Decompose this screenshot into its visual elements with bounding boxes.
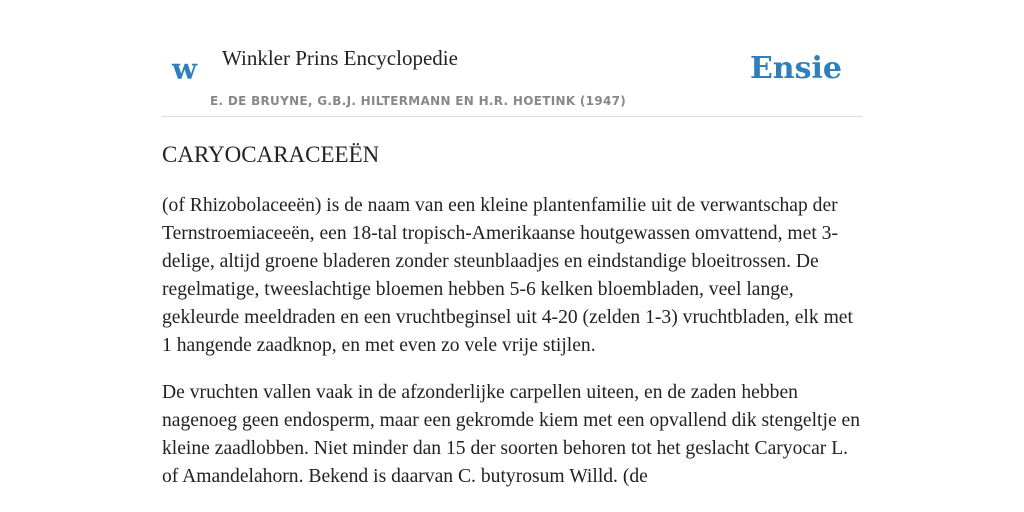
site-header bbox=[162, 0, 862, 117]
publication-authors: E. DE BRUYNE, G.B.J. HILTERMANN EN H.R. HOETINK (1947) bbox=[210, 94, 627, 108]
entry-body bbox=[162, 192, 866, 510]
entry-paragraph: De vruchten vallen vaak in de afzonderlijke carpellen uiteen, en de zaden hebben nagenoeg geen endosperm, maar een gekromde kiem met een opvallend dik stengeltje en kleine zaadlobben. Niet minder dan 15 der soorten behoren tot het geslacht Caryocar L. of Amandelahorn. Bekend is daarvan C. butyrosum Willd. (de bbox=[162, 382, 861, 487]
winkler-prins-logo-icon[interactable]: w bbox=[172, 52, 197, 86]
publication-title[interactable]: Winkler Prins Encyclopedie bbox=[222, 46, 458, 70]
ensie-brand-logo[interactable]: Ensie bbox=[749, 51, 842, 86]
entry-title: CARYOCARACEEËN bbox=[162, 142, 380, 167]
entry-paragraph: (of Rhizobolaceeën) is de naam van een kleine plantenfamilie uit de verwantschap der Ternstroemiaceeën, een 18-tal tropisch-Amerikaanse houtgewassen omvattend, met 3-delige, altijd groene bladeren zonder steunblaadjes en eindstandige bloeitrossen. De regelmatige, tweeslachtige bloemen hebben 5-6 kelken bloembladen, veel lange, gekleurde meeldraden en een vruchtbeginsel uit 4-20 (zelden 1-3) vruchtbladen, elk met 1 hangende zaadknop, en met even zo vele vrije stijlen. bbox=[162, 195, 853, 356]
